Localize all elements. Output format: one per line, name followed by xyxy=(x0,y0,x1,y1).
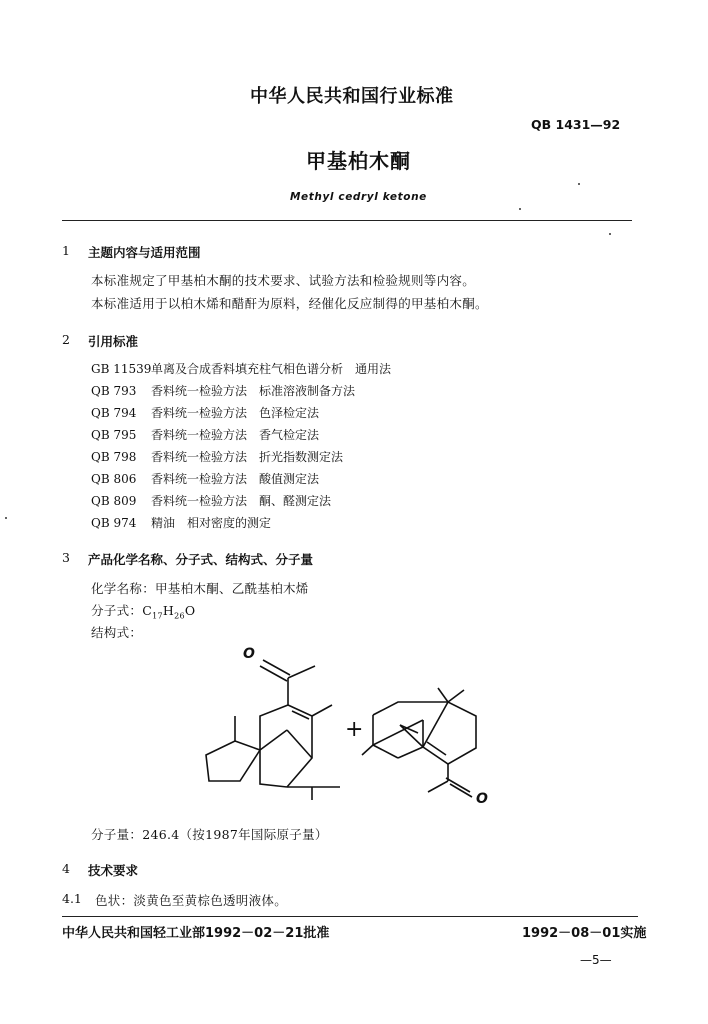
molecular-weight: 分子量：246.4（按1987年国际原子量） xyxy=(91,827,328,842)
document-title-en: Methyl cedryl ketone xyxy=(290,191,427,203)
reference-code: QB 798 xyxy=(91,450,137,464)
reference-title: 香料统一检验方法 酮、醛测定法 xyxy=(151,494,332,508)
section-4-number: 4 xyxy=(62,861,70,876)
molecular-formula xyxy=(91,601,195,621)
reference-title: 精油 相对密度的测定 xyxy=(151,516,272,530)
reference-title: 单离及合成香料填充柱气相色谱分析 通用法 xyxy=(151,362,392,376)
standard-code: QB 1431—92 xyxy=(531,117,621,132)
reference-title: 香料统一检验方法 标准溶液制备方法 xyxy=(151,384,356,398)
reference-code: QB 806 xyxy=(91,472,137,486)
formula-c-count: 17 xyxy=(152,611,163,621)
item-4-1-text: 色状：淡黄色至黄棕色透明液体。 xyxy=(95,893,288,908)
section-3-heading: 产品化学名称、分子式、结构式、分子量 xyxy=(88,552,314,567)
section-1-heading: 主题内容与适用范围 xyxy=(88,245,201,260)
chemical-name: 化学名称：甲基柏木酮、乙酰基柏木烯 xyxy=(91,581,309,596)
oxygen-atom-left: O xyxy=(243,646,255,662)
section-3-number: 3 xyxy=(62,550,70,565)
reference-code: QB 794 xyxy=(91,406,137,420)
scan-speck xyxy=(609,233,611,235)
reference-item xyxy=(91,448,343,465)
approval-statement: 中华人民共和国轻工业部1992－02－21批准 xyxy=(62,926,330,941)
reference-title: 香料统一检验方法 酸值测定法 xyxy=(151,472,320,486)
scan-speck xyxy=(5,517,7,519)
reference-title: 香料统一检验方法 色泽检定法 xyxy=(151,406,320,420)
section-2-heading: 引用标准 xyxy=(88,334,139,349)
reference-title: 香料统一检验方法 折光指数测定法 xyxy=(151,450,344,464)
scan-speck xyxy=(578,183,580,185)
formula-label: 分子式： xyxy=(91,603,143,618)
formula-h: H xyxy=(162,603,175,618)
section-2-number: 2 xyxy=(62,332,70,347)
section-1-paragraph-2: 本标准适用于以柏木烯和醋酐为原料，经催化反应制得的甲基柏木酮。 xyxy=(91,296,488,311)
reference-title: 香料统一检验方法 香气检定法 xyxy=(151,428,320,442)
footer-rule xyxy=(62,916,638,917)
section-4-heading: 技术要求 xyxy=(88,863,139,878)
reference-item xyxy=(91,514,271,531)
oxygen-atom-right: O xyxy=(476,791,488,807)
scan-speck xyxy=(519,208,521,210)
reference-item xyxy=(91,470,319,487)
reference-code: GB 11539 xyxy=(91,362,152,376)
formula-c: C xyxy=(142,603,153,618)
section-1-paragraph-1: 本标准规定了甲基柏木酮的技术要求、试验方法和检验规则等内容。 xyxy=(91,273,476,288)
effective-date: 1992－08－01实施 xyxy=(522,926,647,941)
document-title-cn: 甲基柏木酮 xyxy=(306,149,411,173)
header-rule xyxy=(62,220,632,221)
reference-item xyxy=(91,360,391,377)
reference-item xyxy=(91,492,331,509)
reference-item xyxy=(91,426,319,443)
reference-code: QB 793 xyxy=(91,384,137,398)
formula-h-count: 26 xyxy=(174,611,185,621)
formula-o: O xyxy=(184,603,196,618)
reference-code: QB 809 xyxy=(91,494,137,508)
page-number: —5— xyxy=(580,953,612,967)
reference-item xyxy=(91,382,355,399)
structure-label: 结构式： xyxy=(91,625,143,640)
section-1-number: 1 xyxy=(62,243,70,258)
plus-sign: + xyxy=(345,717,364,742)
item-4-1-number: 4.1 xyxy=(62,891,82,906)
reference-code: QB 974 xyxy=(91,516,137,530)
authority-title: 中华人民共和国行业标准 xyxy=(250,86,454,107)
reference-item xyxy=(91,404,319,421)
reference-code: QB 795 xyxy=(91,428,137,442)
